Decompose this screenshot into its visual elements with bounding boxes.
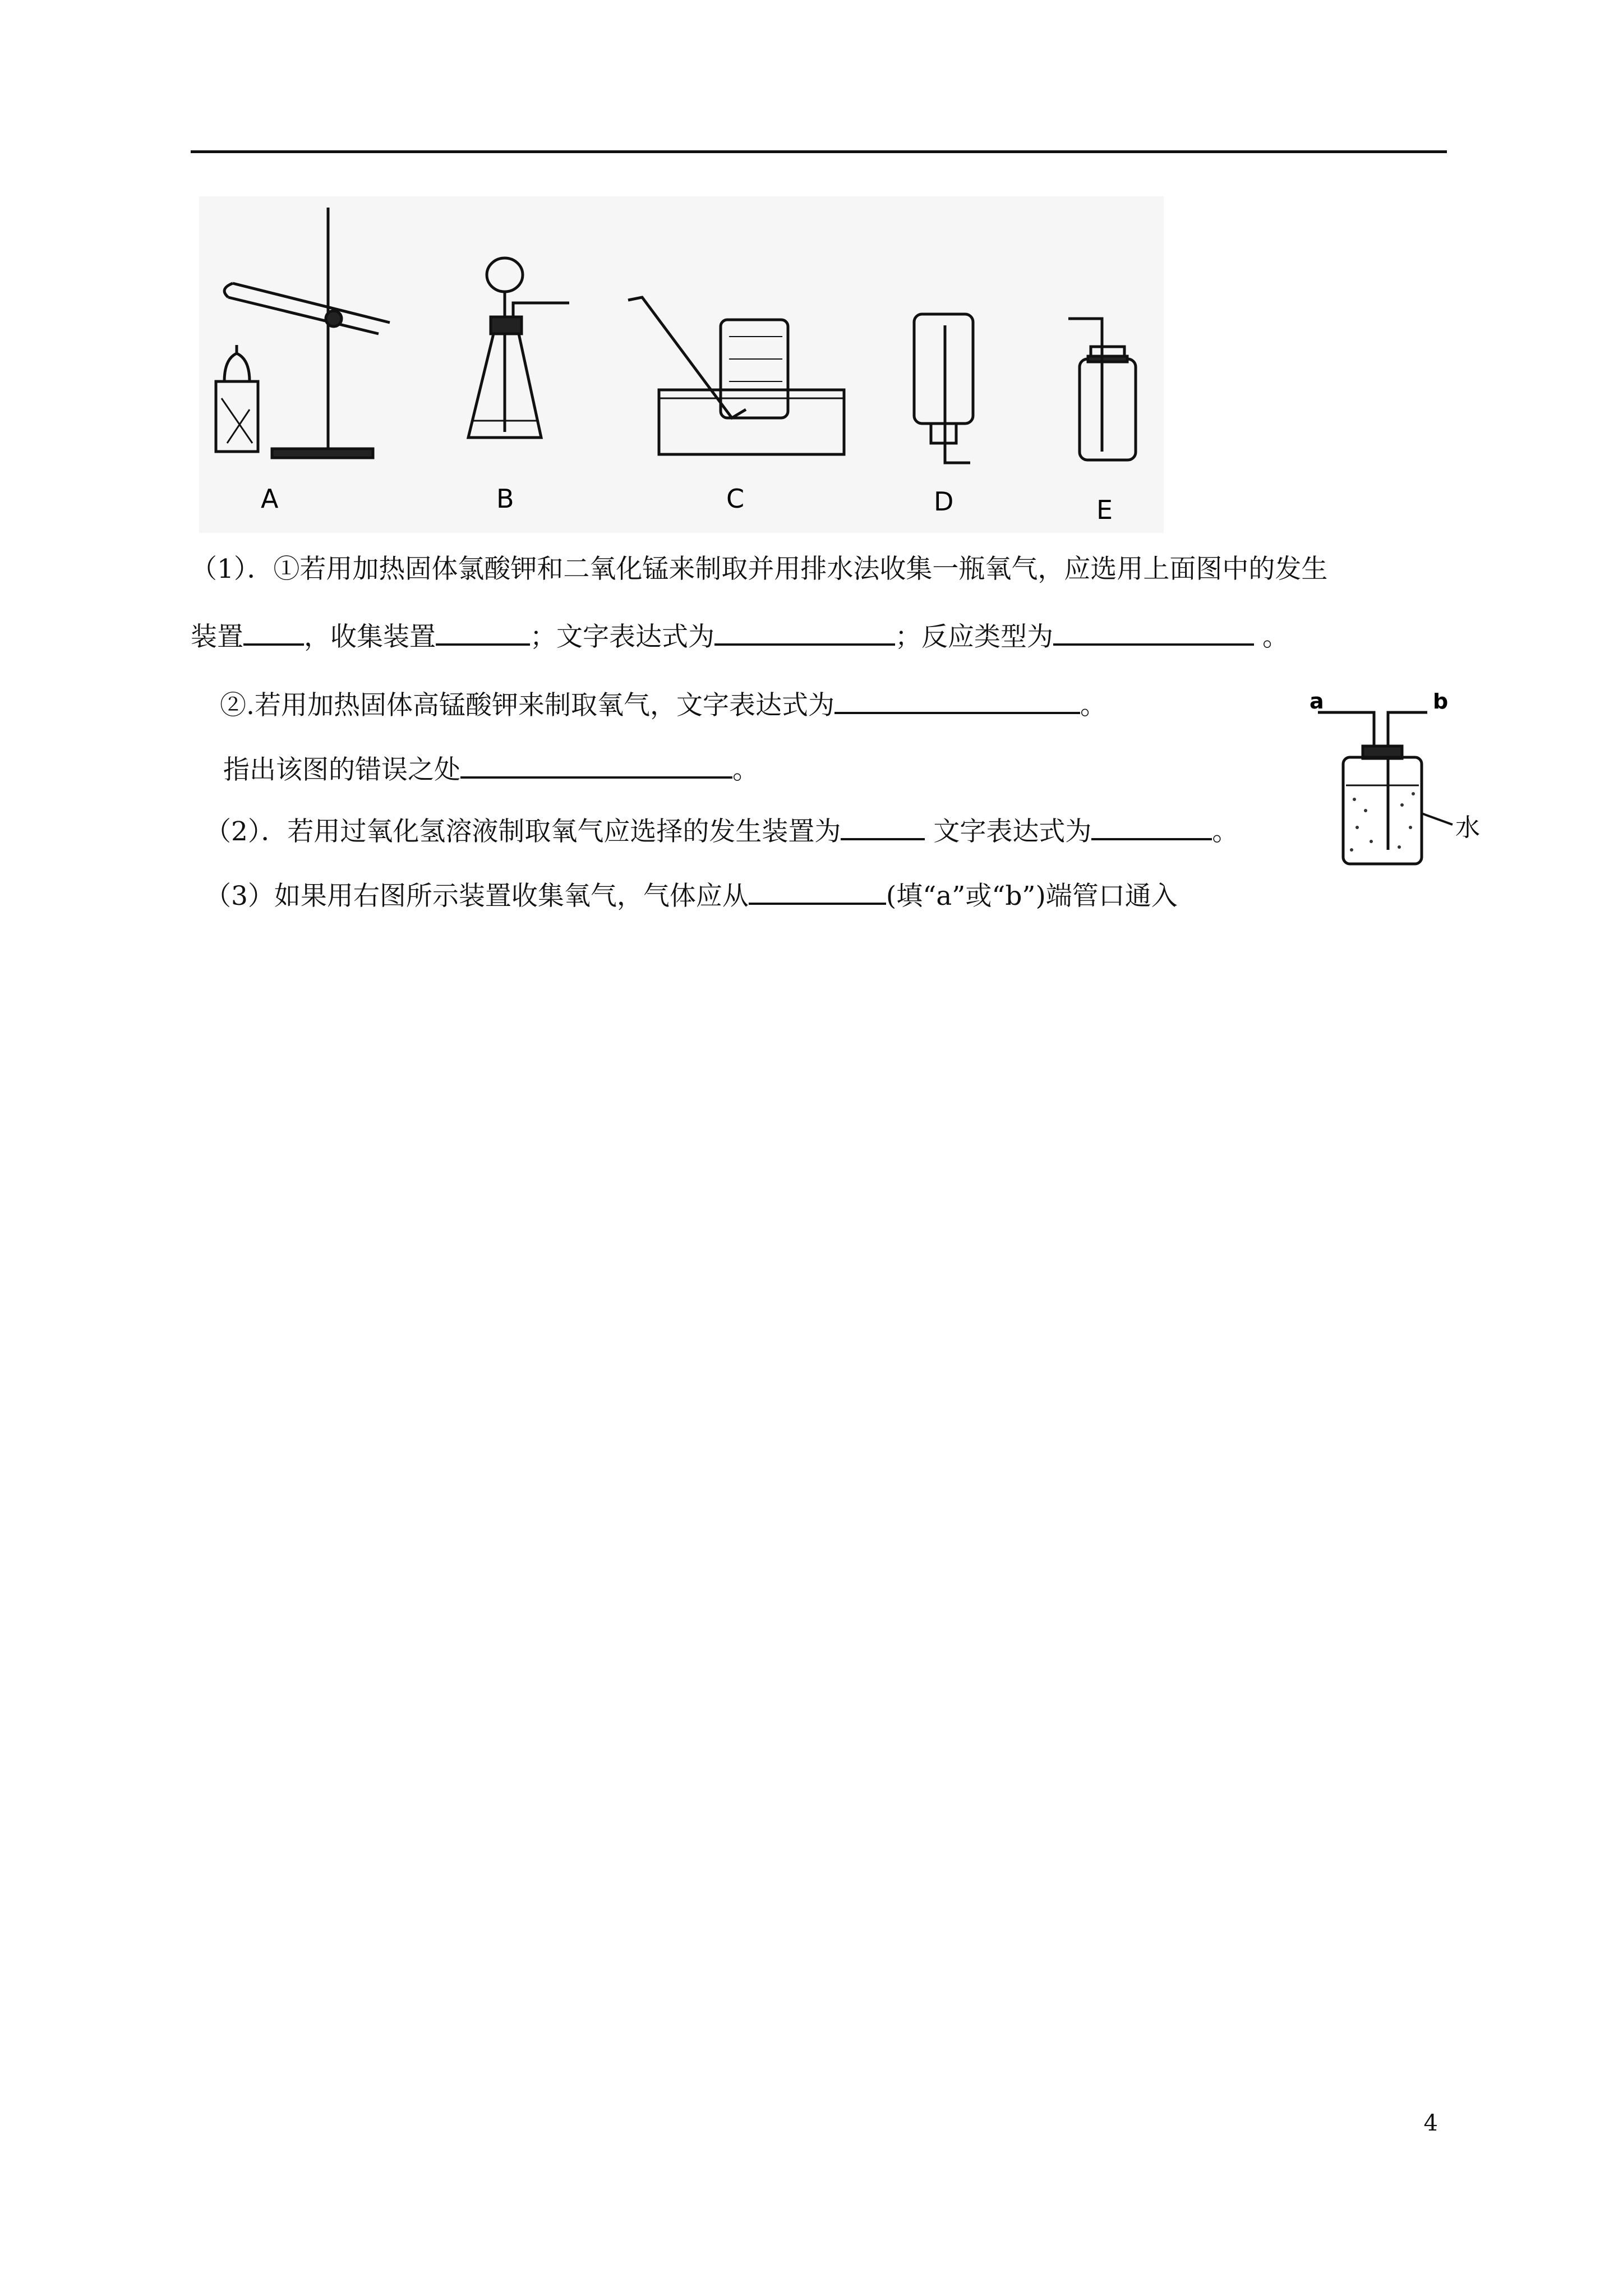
label-c: C — [726, 484, 745, 514]
inlet-blank[interactable] — [749, 878, 886, 905]
q3-tail: (填“a”或“b”)端管口通入 — [886, 881, 1178, 912]
label-d: D — [934, 486, 954, 517]
equation-blank[interactable] — [714, 619, 895, 646]
h2o2-equation-blank[interactable] — [1091, 813, 1212, 840]
question-3 — [205, 878, 1178, 913]
q3-text: （3）如果用右图所示装置收集氧气，气体应从 — [205, 881, 749, 912]
question-1-line-1 — [191, 553, 1327, 586]
q1-text: （1）．①若用加热固体氯酸钾和二氧化锰来制取并用排水法收集一瓶氧气，应选用上面图中的发生 — [191, 554, 1328, 585]
q1-reaction-type-label: ；反应类型为 — [895, 622, 1053, 652]
question-1c — [223, 752, 759, 787]
q1b-end: 。 — [1080, 690, 1106, 721]
q1c-text: 指出该图的错误之处 — [223, 754, 460, 785]
error-blank[interactable] — [460, 752, 732, 779]
generator-device-blank[interactable] — [243, 619, 304, 646]
apparatus-figure — [199, 196, 1164, 533]
water-label: 水 — [1455, 813, 1480, 842]
question-1b — [220, 687, 1106, 723]
q1-generator-label: 装置 — [191, 622, 243, 652]
kmno4-equation-blank[interactable] — [834, 687, 1080, 714]
wash-bottle-figure — [1307, 693, 1492, 872]
q1-end: 。 — [1254, 622, 1289, 652]
h2o2-device-blank[interactable] — [841, 813, 925, 840]
port-b-label: b — [1433, 693, 1449, 714]
q1-collector-label: ，收集装置 — [304, 622, 436, 652]
question-1-line-2 — [191, 619, 1289, 654]
label-b: B — [496, 484, 514, 514]
page-number: 4 — [1423, 2110, 1438, 2136]
port-a-label: a — [1310, 693, 1324, 714]
collector-device-blank[interactable] — [436, 619, 530, 646]
reaction-type-blank[interactable] — [1053, 619, 1254, 646]
q2-text: （2）．若用过氧化氢溶液制取氧气应选择的发生装置为 — [205, 816, 841, 847]
label-e: E — [1096, 495, 1113, 525]
q1b-text: ②.若用加热固体高锰酸钾来制取氧气，文字表达式为 — [220, 690, 834, 721]
q2-equation-label: 文字表达式为 — [925, 816, 1092, 847]
q2-end: 。 — [1212, 816, 1239, 847]
question-2 — [205, 813, 1238, 849]
label-a: A — [261, 484, 279, 514]
q1-equation-label: ；文字表达式为 — [530, 622, 714, 652]
header-rule — [191, 150, 1447, 153]
q1c-end: 。 — [732, 754, 759, 785]
